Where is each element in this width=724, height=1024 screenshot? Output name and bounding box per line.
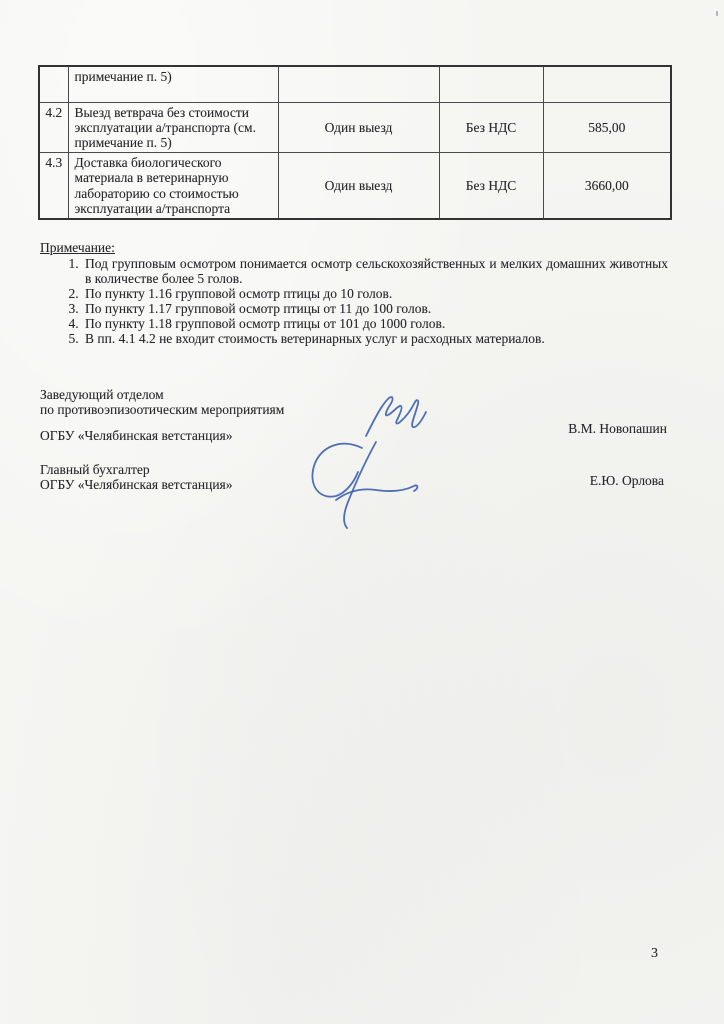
cell-vat: Без НДС [439, 153, 543, 219]
note-item: 3. По пункту 1.17 групповой осмотр птицы от 11 до 100 голов. [82, 301, 668, 316]
signer-name: В.М. Новопашин [568, 421, 667, 436]
cell-unit [278, 66, 439, 102]
signer-organization: ОГБУ «Челябинская ветстанция» [40, 428, 233, 443]
cell-price [543, 66, 671, 102]
cell-unit: Один выезд [278, 102, 439, 153]
notes-section [40, 240, 668, 346]
note-item: 2. По пункту 1.16 групповой осмотр птицы до 10 голов. [82, 286, 668, 301]
cell-number [39, 66, 68, 102]
signer-role-line: Главный бухгалтер [40, 462, 150, 477]
page-number: 3 [651, 946, 658, 961]
scan-speck [716, 11, 718, 16]
cell-vat: Без НДС [439, 102, 543, 153]
signature-block-head-of-department [40, 387, 284, 443]
cell-price: 585,00 [543, 102, 671, 153]
cell-number: 4.2 [39, 102, 68, 153]
cell-unit: Один выезд [278, 153, 439, 219]
note-item: 4. По пункту 1.18 групповой осмотр птицы от 101 до 1000 голов. [82, 316, 668, 331]
handwritten-signature-icon [300, 438, 425, 533]
table-row-4-2 [39, 102, 671, 153]
note-item: 5. В пп. 4.1 4.2 не входит стоимость ветеринарных услуг и расходных материалов. [82, 331, 668, 346]
cell-description: Выезд ветврача без стоимости эксплуатации а/транспорта (см. примечание п. 5) [68, 102, 278, 153]
signer-organization: ОГБУ «Челябинская ветстанция» [40, 477, 233, 492]
signer-name: Е.Ю. Орлова [589, 473, 664, 488]
cell-description: примечание п. 5) [68, 66, 278, 102]
cell-price: 3660,00 [543, 153, 671, 219]
signature-block-chief-accountant [40, 462, 233, 492]
cell-vat [439, 66, 543, 102]
notes-list [40, 256, 668, 346]
cell-description: Доставка биологического материала в ветеринарную лабораторию со стоимостью эксплуатации а/транспорта [68, 153, 278, 219]
cell-number: 4.3 [39, 153, 68, 219]
signer-role-line: по противоэпизоотическим мероприятиям [40, 402, 285, 417]
price-table [38, 65, 672, 220]
note-item: 1. Под групповым осмотром понимается осмотр сельскохозяйственных и мелких домашних животных в количестве более 5 голов. [82, 256, 668, 286]
notes-title: Примечание: [40, 240, 115, 255]
table-row-continuation [39, 66, 671, 102]
table-row-4-3 [39, 153, 671, 219]
handwritten-signature-icon [358, 390, 433, 442]
signer-role-line: Заведующий отделом [40, 387, 164, 402]
